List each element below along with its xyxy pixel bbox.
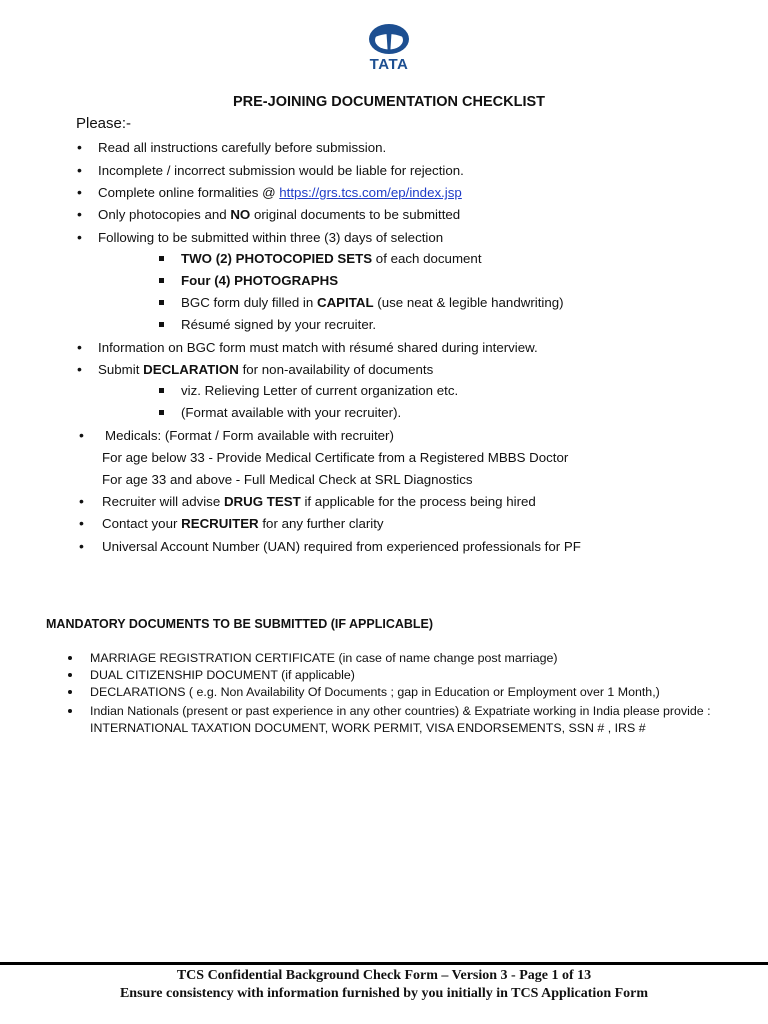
instruction-3 xyxy=(98,185,462,201)
instruction-contact-bold: RECRUITER xyxy=(181,516,259,531)
instruction-drug-text-end: if applicable for the process being hired xyxy=(300,494,536,509)
sub-item-relieving-letter: viz. Relieving Letter of current organization etc. xyxy=(181,383,459,398)
bullet-icon: • xyxy=(79,515,84,531)
grs-portal-link[interactable]: https://grs.tcs.com/ep/index.jsp xyxy=(279,185,462,200)
sub-item-photocopies xyxy=(181,251,482,267)
page-title: PRE-JOINING DOCUMENTATION CHECKLIST xyxy=(232,94,546,110)
bullet-icon: • xyxy=(77,361,82,377)
bullet-icon: • xyxy=(77,139,82,155)
bullet-icon xyxy=(68,709,72,713)
instruction-4-text: Only photocopies and xyxy=(98,207,231,222)
bullet-icon xyxy=(68,673,72,677)
sub-item-photographs-bold: Four (4) PHOTOGRAPHS xyxy=(181,273,339,288)
bullet-icon: • xyxy=(79,427,84,443)
mandatory-item-3: DECLARATIONS ( e.g. Non Availability Of Documents ; gap in Education or Employment over 1 Month,) xyxy=(90,685,660,699)
instruction-7-text-end: for non-availability of documents xyxy=(238,362,434,377)
square-bullet-icon xyxy=(159,256,164,261)
instruction-2: Incomplete / incorrect submission would be liable for rejection. xyxy=(98,163,464,178)
medicals-33-above: For age 33 and above - Full Medical Check at SRL Diagnostics xyxy=(102,472,473,487)
sub-item-bgc-text-end: (use neat & legible handwriting) xyxy=(373,295,564,310)
instruction-contact xyxy=(102,516,384,532)
instruction-7-bold: DECLARATION xyxy=(143,362,239,377)
bullet-icon xyxy=(68,656,72,660)
bullet-icon: • xyxy=(79,493,84,509)
instruction-4-text-end: original documents to be submitted xyxy=(250,207,461,222)
sub-item-photographs xyxy=(181,273,338,289)
square-bullet-icon xyxy=(159,410,164,415)
medicals-below-33: For age below 33 - Provide Medical Certificate from a Registered MBBS Doctor xyxy=(102,450,569,465)
mandatory-section-title: MANDATORY DOCUMENTS TO BE SUBMITTED (IF APPLICABLE) xyxy=(46,617,434,631)
sub-item-resume: Résumé signed by your recruiter. xyxy=(181,317,377,332)
sub-item-photocopies-bold: TWO (2) PHOTOCOPIED SETS xyxy=(181,251,373,266)
logo-wordmark: TATA xyxy=(369,56,409,73)
instruction-7 xyxy=(98,362,433,378)
sub-item-bgc-text: BGC form duly filled in xyxy=(181,295,317,310)
mandatory-item-1: MARRIAGE REGISTRATION CERTIFICATE (in case of name change post marriage) xyxy=(90,651,558,665)
sub-item-format: (Format available with your recruiter). xyxy=(181,405,402,420)
instruction-5: Following to be submitted within three (3) days of selection xyxy=(98,230,444,245)
bullet-icon: • xyxy=(79,538,84,554)
bullet-icon: • xyxy=(77,206,82,222)
instruction-drug-text: Recruiter will advise xyxy=(102,494,224,509)
tata-logo xyxy=(357,22,421,74)
sub-item-bgc-bold: CAPITAL xyxy=(316,295,374,310)
instruction-1: Read all instructions carefully before submission. xyxy=(98,140,387,155)
instruction-contact-text: Contact your xyxy=(102,516,182,531)
instruction-3-text: Complete online formalities @ xyxy=(98,185,280,200)
mandatory-item-4-line-2: INTERNATIONAL TAXATION DOCUMENT, WORK PERMIT, VISA ENDORSEMENTS, SSN # , IRS # xyxy=(90,721,646,735)
footer-divider xyxy=(0,962,768,965)
please-label: Please:- xyxy=(76,115,132,132)
square-bullet-icon xyxy=(159,278,164,283)
instruction-medicals: Medicals: (Format / Form available with recruiter) xyxy=(105,428,394,443)
bullet-icon xyxy=(68,690,72,694)
sub-item-bgc-form xyxy=(181,295,564,311)
footer-line-2: Ensure consistency with information furnished by you initially in TCS Application Form xyxy=(119,986,649,1001)
bullet-icon: • xyxy=(77,339,82,355)
instruction-drug-bold: DRUG TEST xyxy=(223,494,301,509)
instruction-4-bold: NO xyxy=(230,207,251,222)
square-bullet-icon xyxy=(159,322,164,327)
instruction-4 xyxy=(98,207,460,223)
square-bullet-icon xyxy=(159,300,164,305)
instruction-drug-test xyxy=(102,494,536,510)
bullet-icon: • xyxy=(77,184,82,200)
instruction-7-text: Submit xyxy=(98,362,144,377)
instruction-6: Information on BGC form must match with résumé shared during interview. xyxy=(98,340,538,355)
square-bullet-icon xyxy=(159,388,164,393)
instruction-uan: Universal Account Number (UAN) required from experienced professionals for PF xyxy=(102,539,581,554)
mandatory-item-4-line-1: Indian Nationals (present or past experience in any other countries) & Expatriate working in India please provide : xyxy=(90,704,711,718)
tata-logo-mark-icon xyxy=(357,22,421,56)
bullet-icon: • xyxy=(77,162,82,178)
sub-item-photocopies-text: of each document xyxy=(372,251,482,266)
mandatory-item-2: DUAL CITIZENSHIP DOCUMENT (if applicable) xyxy=(90,668,355,682)
bullet-icon: • xyxy=(77,229,82,245)
footer-line-1: TCS Confidential Background Check Form – Version 3 - Page 1 of 13 xyxy=(176,968,592,983)
instruction-contact-text-end: for any further clarity xyxy=(258,516,384,531)
